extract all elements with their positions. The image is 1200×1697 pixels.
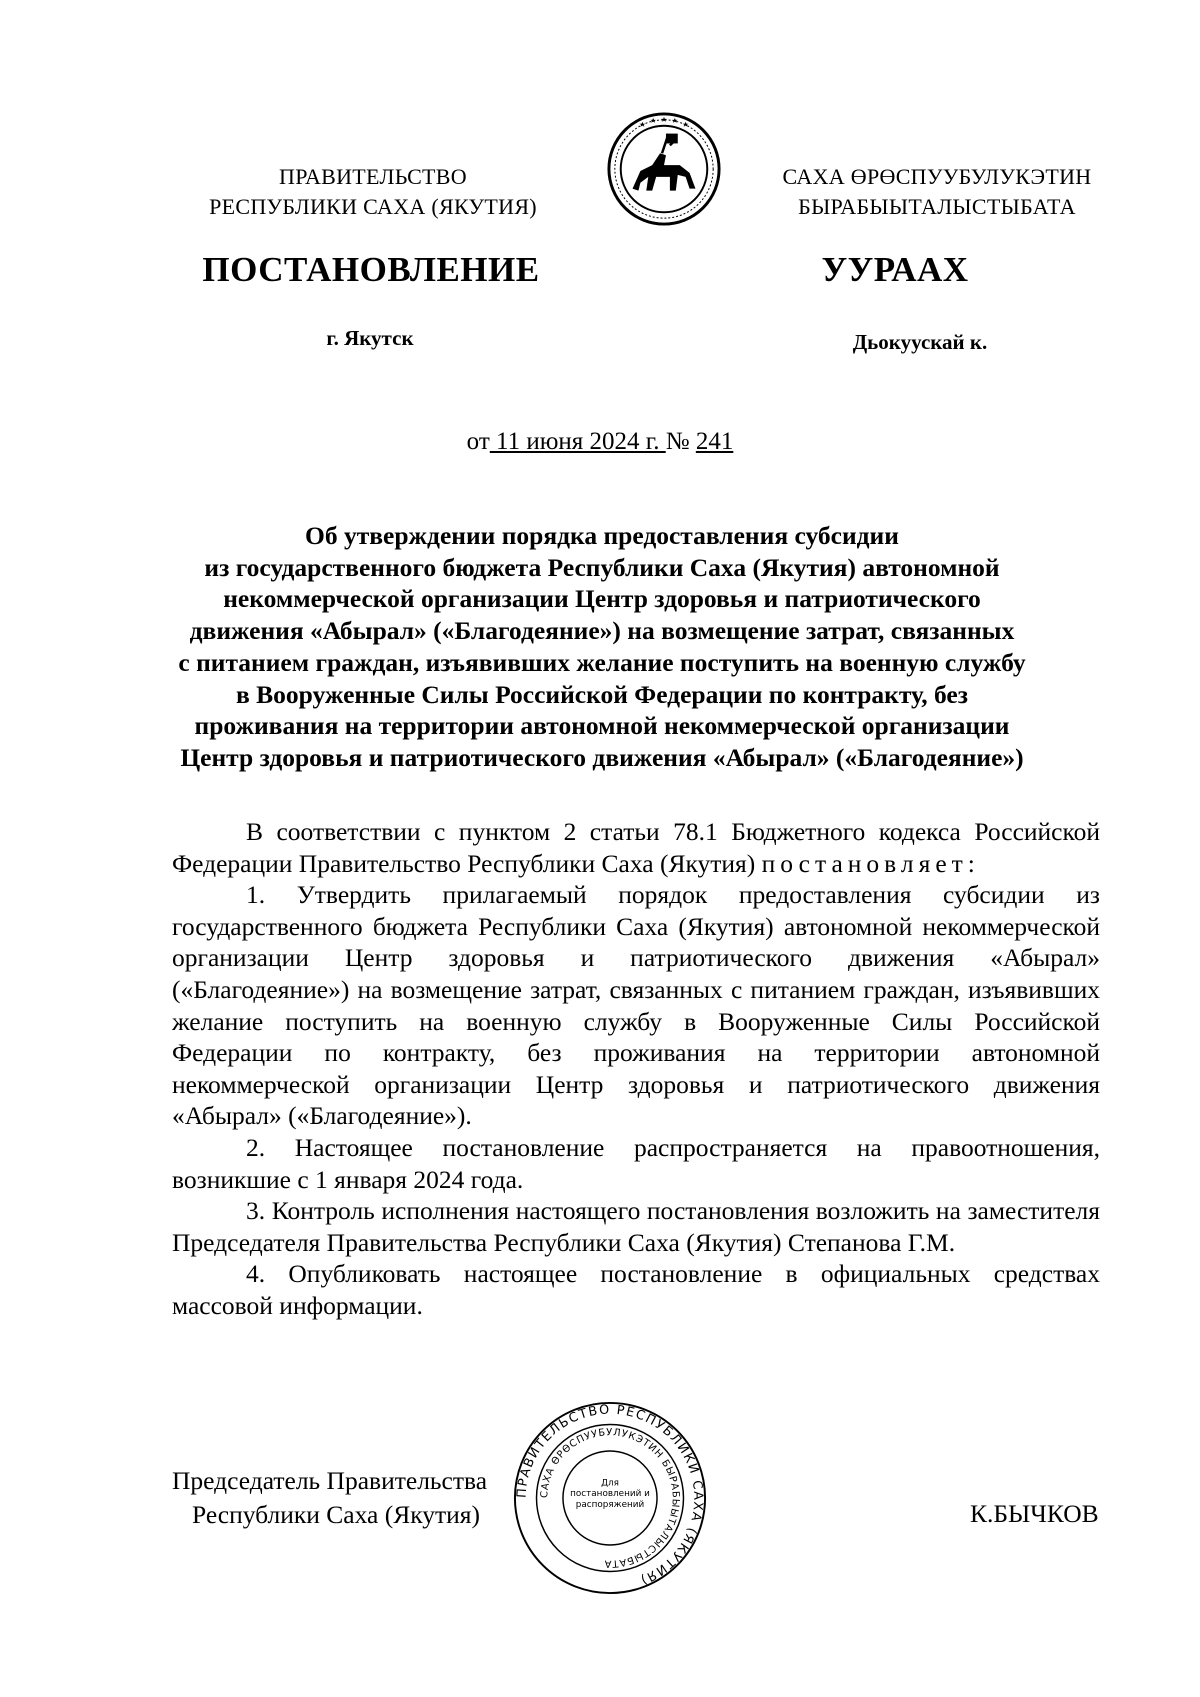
date-value: 11 июня 2024 г. <box>489 428 666 455</box>
title-line: Об утверждении порядка предоставления субсидии <box>305 521 899 550</box>
title-line: движения «Абырал» («Благодеяние») на возмещение затрат, связанных <box>189 616 1015 646</box>
header-left-line1: ПРАВИТЕЛЬСТВО <box>279 164 467 189</box>
signatory-name: К.БЫЧКОВ <box>970 1499 1099 1528</box>
document-body <box>172 816 1100 1322</box>
city-ru: г. Якутск <box>326 326 414 350</box>
document-number: 241 <box>695 428 734 455</box>
date-prefix: от <box>466 428 490 455</box>
title-line: Центр здоровья и патриотического движения «Абырал» («Благодеяние») <box>180 742 1024 772</box>
preamble-paragraph <box>172 816 1100 879</box>
title-line: в Вооруженные Силы Российской Федерации по контракту, без <box>236 679 968 709</box>
header-government-ru <box>188 162 558 222</box>
preamble-text: В соответствии с пунктом 2 статьи 78.1 Бюджетного кодекса Российской Федерации Правительство Республики Саха (Якутия) <box>172 817 1100 878</box>
header-right-line2: БЫРАБЫЫТАЛЫСТЫБАТА <box>798 194 1076 219</box>
resolves-word: постановляет: <box>761 848 980 878</box>
signatory-position <box>172 1464 487 1532</box>
number-label: № <box>665 428 696 455</box>
signatory-position-line2: Республики Саха (Якутия) <box>192 1500 481 1529</box>
header-government-sakha <box>752 162 1122 222</box>
title-line: проживания на территории автономной некоммерческой организации <box>194 711 1010 741</box>
official-seal-stamp <box>512 1400 708 1596</box>
item-paragraph-4: 4. Опубликовать настоящее постановление в официальных средствах массовой информации. <box>172 1259 1100 1320</box>
title-line: из государственного бюджета Республики Саха (Якутия) автономной <box>204 552 1000 582</box>
header-right-line1: САХА ӨРӨСПУУБУЛУКЭТИН <box>782 164 1092 189</box>
date-line <box>0 428 1200 456</box>
republic-emblem-icon <box>605 110 723 228</box>
item-paragraph-2: 2. Настоящее постановление распространяется на правоотношения, возникшие с 1 января 2024 года. <box>172 1132 1100 1194</box>
doc-type-ru: ПОСТАНОВЛЕНИЕ <box>202 250 540 289</box>
document-title <box>140 520 1064 774</box>
header-left-line2: РЕСПУБЛИКИ САХА (ЯКУТИЯ) <box>209 194 537 219</box>
doc-type-sakha: УУРААХ <box>821 250 969 289</box>
title-line: с питанием граждан, изъявивших желание поступить на военную службу <box>178 647 1026 677</box>
city-sakha: Дьокуускай к. <box>852 330 988 354</box>
seal-inner-text: САХА ӨРӨСПУУБУЛУКЭТИН БЫРАБЫЫТАЛЫСТЫБАТА <box>539 1427 681 1569</box>
signatory-position-line1: Председатель Правительства <box>172 1466 488 1495</box>
seal-center-text: Для постановлений и распоряжений <box>570 1478 650 1510</box>
title-line: некоммерческой организации Центр здоровья и патриотического <box>223 584 981 614</box>
item-paragraph-1: 1. Утвердить прилагаемый порядок предоставления субсидии из государственного бюджета Республики Саха (Якутия) автономной некоммерческой организации Центр здоровья и патриотического движения «Абырал» («Благодеяние») на возмещение затрат, связанных с питанием граждан, изъявивших желание поступить на военную службу в Вооруженные Силы Российской Федерации по контракту, без проживания на территории автономной некоммерческой организации Центр здоровья и патриотического движения «Абырал» («Благодеяние»). <box>172 880 1100 1131</box>
item-paragraph-3: 3. Контроль исполнения настоящего постановления возложить на заместителя Председателя Правительства Республики Саха (Якутия) Степанова Г.М. <box>172 1196 1100 1257</box>
seal-outer-text: ПРАВИТЕЛЬСТВО РЕСПУБЛИКИ САХА (ЯКУТИЯ) <box>514 1402 706 1588</box>
